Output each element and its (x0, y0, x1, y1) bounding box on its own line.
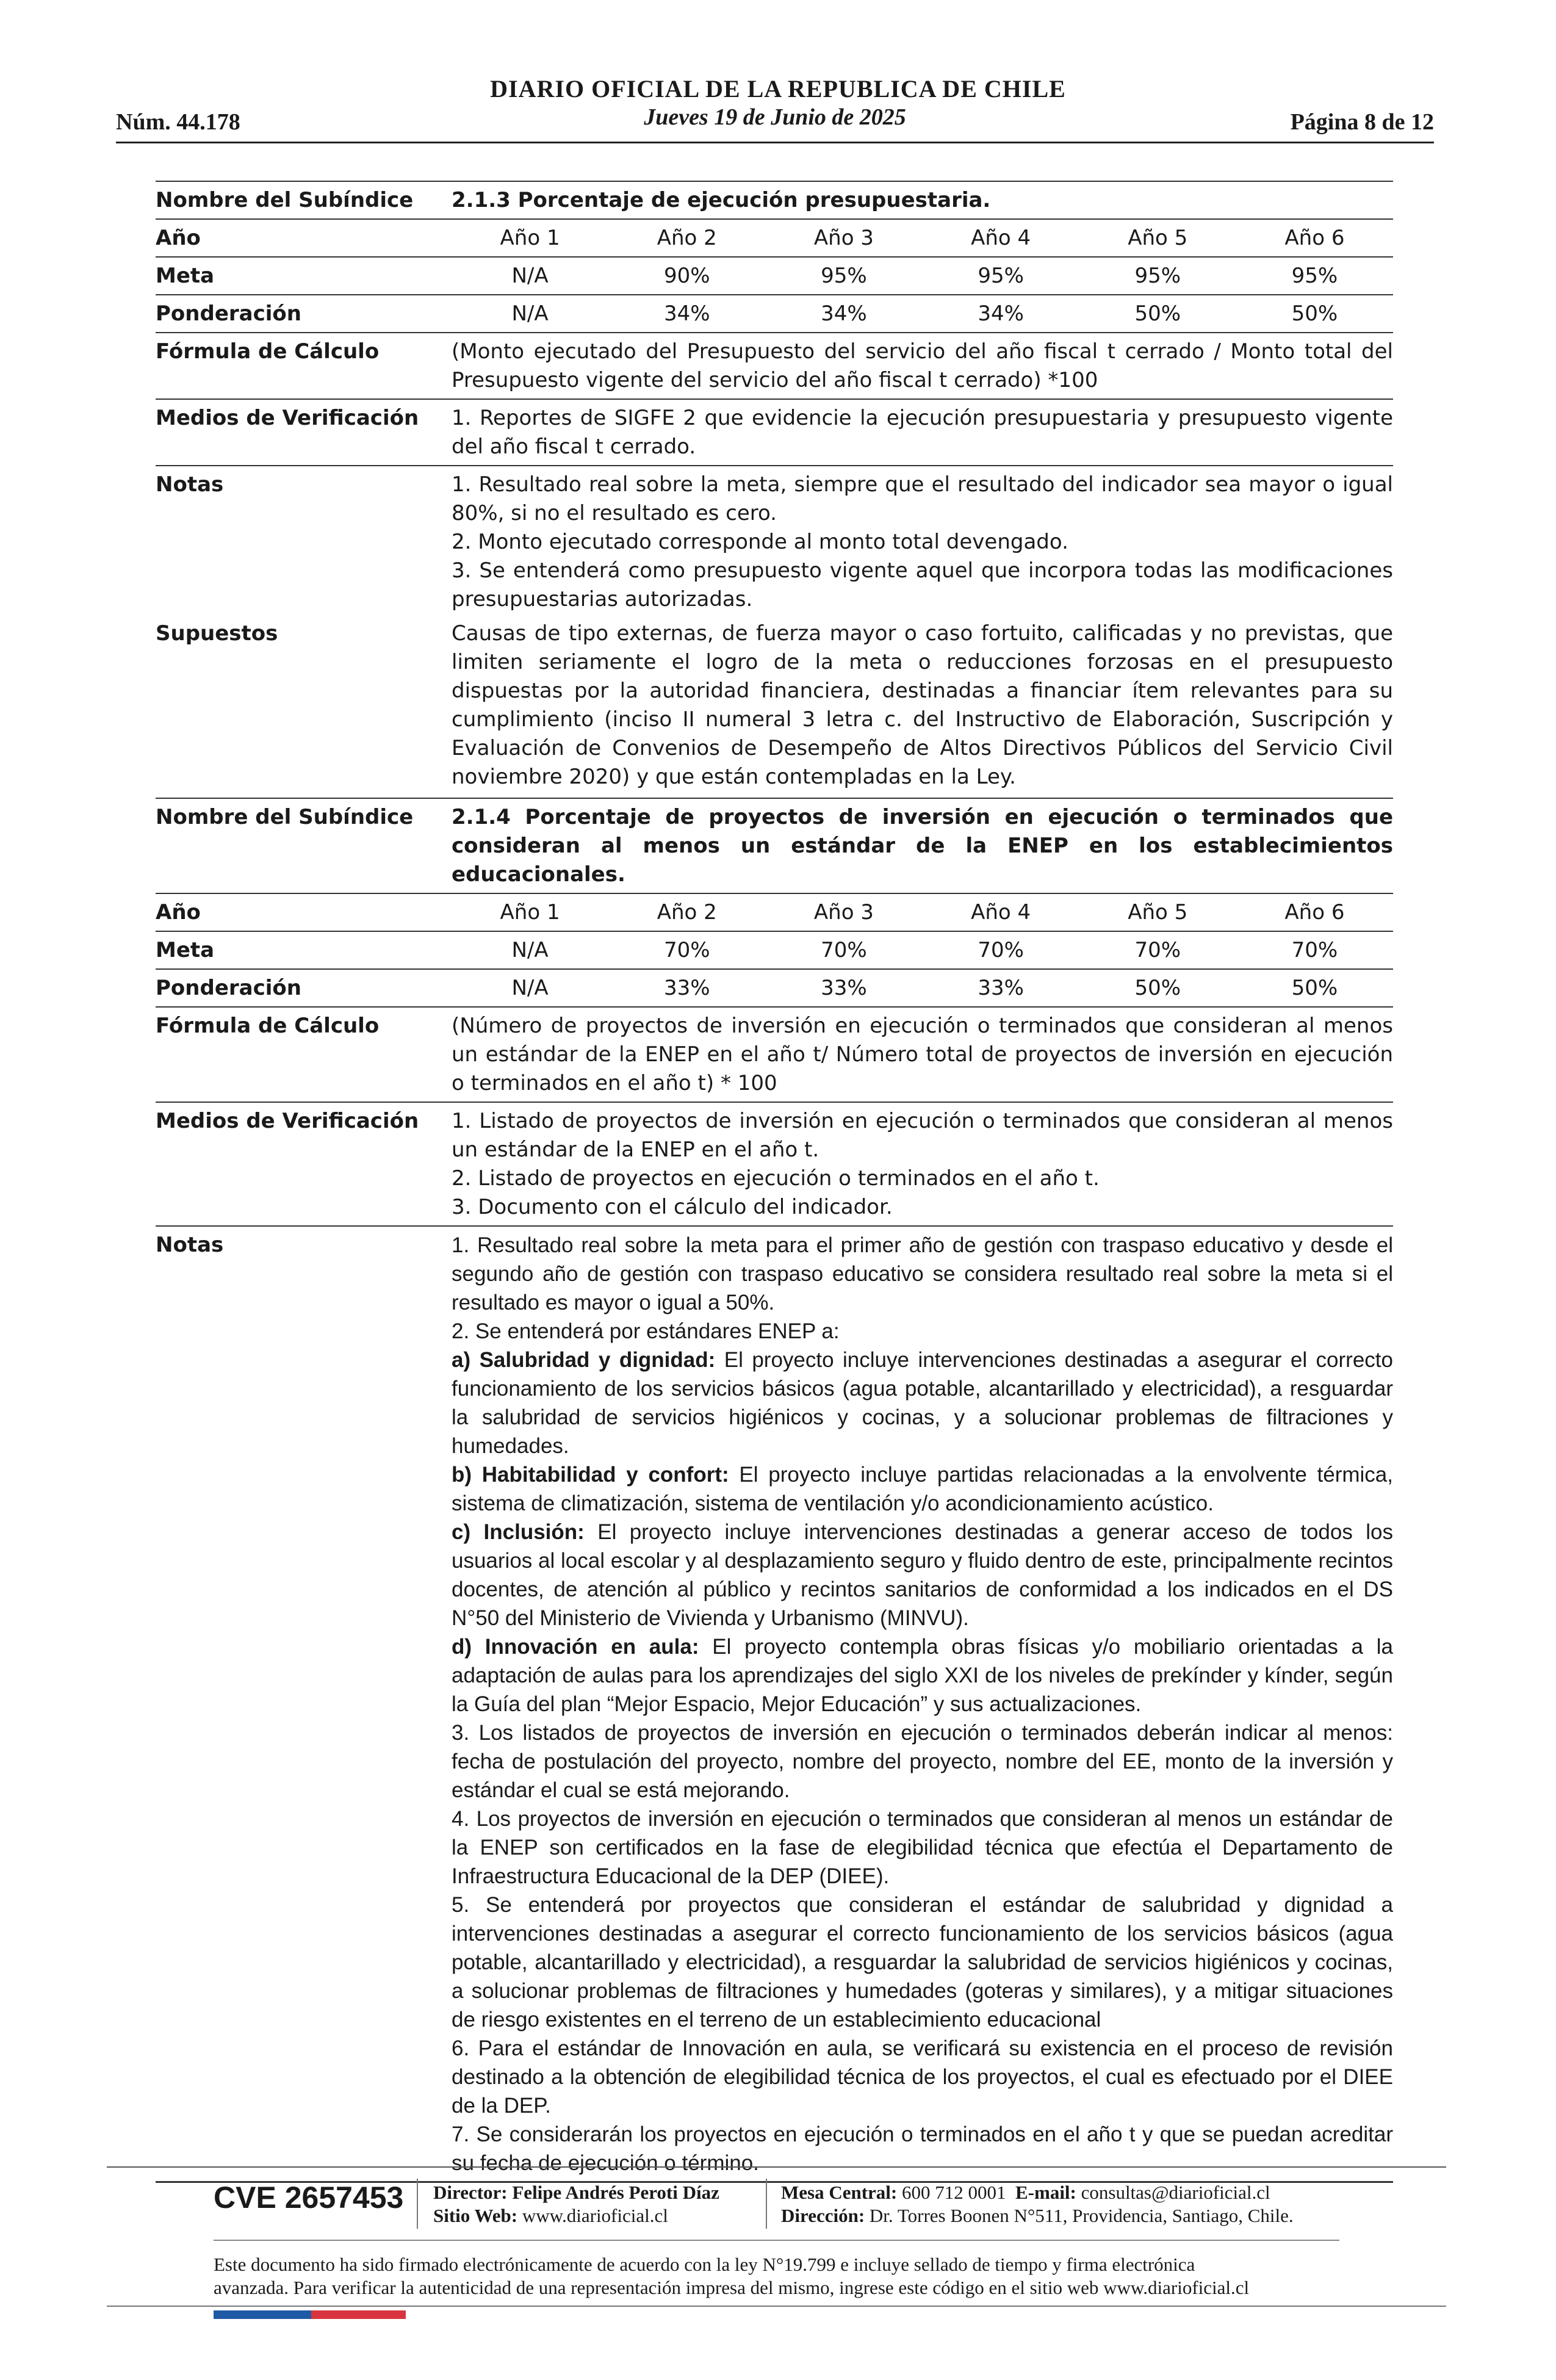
director-name: Felipe Andrés Peroti Díaz (512, 2182, 719, 2203)
address-label: Dirección: (781, 2205, 865, 2226)
year-cell: Año 4 (971, 226, 1031, 250)
notes-label: Notas (156, 472, 224, 497)
goal-cell: 95% (978, 264, 1024, 288)
goal-label: Meta (156, 938, 215, 962)
notes-text (452, 1231, 1393, 2177)
year-cell: Año 5 (1128, 226, 1188, 250)
assumptions-text: Causas de tipo externas, de fuerza mayor o caso fortuito, calificadas y no previstas, que limiten seriamente el logro de la meta o reducciones forzosas en el presupuesto dispuestas por la autoridad financiera, destinadas a financiar ítem relevantes para su cumplimiento (inciso II numeral 3 letra c. del Instructivo de Elaboración, Suscripción y Evaluación de Convenios de Desempeño de Altos Directivos Públicos del Servicio Civil noviembre 2020) y que están contempladas en la Ley. (452, 621, 1393, 789)
verification-item: 3. Documento con el cálculo del indicador. (452, 1195, 893, 1219)
goal-row (156, 258, 1393, 294)
verification-row (156, 1103, 1393, 1225)
goal-cell: 70% (663, 938, 710, 962)
flag-stripe-red (311, 2310, 406, 2319)
subindex-name: 2.1.4 Porcentaje de proyectos de inversión en ejecución o terminados que consideran al menos un estándar de la ENEP en los establecimientos educacionales. (452, 805, 1393, 887)
note-item (452, 1460, 1393, 1518)
legal-notice (214, 2253, 1373, 2299)
goal-cell: 70% (1291, 938, 1338, 962)
year-cell: Año 2 (657, 900, 717, 925)
year-row (156, 894, 1393, 931)
note-item (452, 1632, 1393, 1718)
header-divider (116, 142, 1434, 143)
weighting-cell: 34% (978, 301, 1024, 326)
weighting-cell: 50% (1134, 301, 1181, 326)
note-item (452, 1346, 1393, 1460)
weighting-label: Ponderación (156, 301, 301, 326)
subindex-name: 2.1.3 Porcentaje de ejecución presupuestaria. (452, 188, 991, 212)
year-cell: Año 1 (500, 900, 560, 925)
footer-contact-block (781, 2181, 1294, 2227)
notes-row (156, 466, 1393, 618)
note-item: 6. Para el estándar de Innovación en aula, se verificará su existencia en el proceso de revisión destinado a la obtención de elegibilidad técnica de los proyectos, el cual es efectuado por el DIEE de la DEP. (452, 2036, 1393, 2118)
note-subtext: El proyecto incluye intervenciones destinadas a asegurar el correcto funcionamiento de los servicios básicos (agua potable, alcantarillado y electricidad), a resguardar la salubridad de servicios higiénicos y cocinas, y a solucionar problemas de filtraciones y humedades. (452, 1348, 1393, 1458)
goal-values (452, 262, 1393, 290)
weighting-row (156, 970, 1393, 1006)
year-cell: Año 6 (1284, 226, 1345, 250)
note-item: 5. Se entenderá por proyectos que consideran el estándar de salubridad y dignidad a intervenciones destinadas a asegurar el correcto funcionamiento de los servicios básicos (agua potable, alcantarillado y electricidad), a resguardar la salubridad de servicios higiénicos y cocinas, a solucionar problemas de filtraciones y humedades (goteras y similares), y a mitigar situaciones de riesgo existentes en el terreno de un establecimiento educacional (452, 1893, 1393, 2032)
weighting-row (156, 295, 1393, 332)
weighting-cell: 50% (1291, 976, 1338, 1000)
formula-row (156, 1008, 1393, 1102)
newspaper-title: DIARIO OFICIAL DE LA REPUBLICA DE CHILE (490, 75, 1066, 103)
subindex-label: Nombre del Subíndice (156, 188, 414, 212)
year-cell: Año 3 (813, 226, 874, 250)
goal-cell: N/A (511, 938, 549, 962)
phone-label: Mesa Central: (781, 2182, 898, 2203)
note-item: 7. Se considerarán los proyectos en ejecución o terminados en el año t y que se puedan acreditar su fecha de ejecución o término. (452, 2122, 1393, 2175)
goal-cell: 95% (1134, 264, 1181, 288)
year-cell: Año 5 (1128, 900, 1188, 925)
header-row (116, 103, 1434, 139)
weighting-cell: 33% (663, 976, 710, 1000)
email-label: E-mail: (1015, 2182, 1076, 2203)
footer-separator (417, 2179, 418, 2229)
note-item (452, 1518, 1393, 1632)
note-subtext: El proyecto incluye intervenciones destinadas a generar acceso de todos los usuarios al local escolar y al desplazamiento seguro y fluido dentro de este, principalmente recintos docentes, de atención al público y recintos sanitarios de conformidad a los indicados en el DS N°50 del Ministerio de Vivienda y Urbanismo (MINVU). (452, 1520, 1394, 1630)
issue-date: Jueves 19 de Junio de 2025 (644, 104, 906, 130)
weighting-cell: 33% (821, 976, 867, 1000)
goal-cell: 95% (821, 264, 867, 288)
note-subtitle: b) Habitabilidad y confort: (452, 1463, 729, 1487)
note-item: 1. Resultado real sobre la meta, siempre que el resultado del indicador sea mayor o igual 80%, si no el resultado es cero. (452, 472, 1393, 525)
web-label: Sitio Web: (433, 2205, 518, 2226)
director-label: Director: (433, 2182, 508, 2203)
notes-row (156, 1227, 1393, 2181)
weighting-cell: N/A (511, 976, 549, 1000)
goal-label: Meta (156, 264, 215, 288)
page-number: Página 8 de 12 (1290, 109, 1434, 135)
year-row (156, 220, 1393, 256)
year-values (452, 224, 1393, 253)
note-subtitle: c) Inclusión: (452, 1520, 585, 1544)
web-link[interactable]: www.diarioficial.cl (522, 2205, 668, 2226)
goal-values (452, 936, 1393, 965)
footer-divider (107, 2166, 1446, 2168)
issue-number: Núm. 44.178 (116, 109, 240, 135)
goal-cell: 95% (1291, 264, 1338, 288)
verification-label: Medios de Verificación (156, 1109, 419, 1133)
goal-row (156, 932, 1393, 968)
phone-number: 600 712 0001 (902, 2182, 1006, 2203)
note-item: 3. Se entenderá como presupuesto vigente aquel que incorpora todas las modificaciones presupuestarias autorizadas. (452, 558, 1393, 611)
year-values (452, 898, 1393, 927)
verification-text (452, 1107, 1393, 1222)
note-subtitle: a) Salubridad y dignidad: (452, 1348, 716, 1372)
note-subtext: El proyecto incluye partidas relacionadas a la envolvente térmica, sistema de climatización, sistema de ventilación y/o acondicionamiento acústico. (452, 1463, 1393, 1515)
formula-label: Fórmula de Cálculo (156, 339, 380, 364)
note-subtitle: d) Innovación en aula: (452, 1635, 699, 1659)
verification-item: 1. Listado de proyectos de inversión en ejecución o terminados que consideran al menos un estándar de la ENEP en el año t. (452, 1109, 1393, 1162)
weighting-cell: 34% (663, 301, 710, 326)
note-item: 4. Los proyectos de inversión en ejecución o terminados que consideran al menos un estándar de la ENEP son certificados en la fase de elegibilidad técnica que efectúa el Departamento de Infraestructura Educacional de la DEP (DIEE). (452, 1807, 1393, 1888)
goal-cell: 90% (663, 264, 710, 288)
year-cell: Año 6 (1284, 900, 1345, 925)
indicator-tables (156, 181, 1393, 2183)
goal-cell: 70% (978, 938, 1024, 962)
weighting-cell: 50% (1291, 301, 1338, 326)
email-link[interactable]: consultas@diarioficial.cl (1081, 2182, 1270, 2203)
note-subtext: El proyecto contempla obras físicas y/o mobiliario orientadas a la adaptación de aulas para los aprendizajes del siglo XXI de los niveles de prekínder y kínder, según la Guía del plan “Mejor Espacio, Mejor Educación” y sus actualizaciones. (452, 1635, 1393, 1716)
note-item: 3. Los listados de proyectos de inversión en ejecución o terminados deberán indicar al menos: fecha de postulación del proyecto, nombre del proyecto, nombre del EE, monto de la inversión y estándar el cual se está mejorando. (452, 1721, 1393, 1802)
weighting-cell: 33% (978, 976, 1024, 1000)
formula-text: (Número de proyectos de inversión en ejecución o terminados que consideran al menos un estándar de la ENEP en el año t/ Número total de proyectos de inversión en ejecución o terminados en el año t) * 100 (452, 1014, 1393, 1095)
weighting-cell: 34% (821, 301, 867, 326)
verification-label: Medios de Verificación (156, 406, 419, 430)
footer-divider (107, 2306, 1446, 2307)
year-label: Año (156, 900, 201, 925)
year-cell: Año 1 (500, 226, 560, 250)
goal-cell: 70% (1134, 938, 1181, 962)
subindex-row (156, 182, 1393, 218)
footer-divider (214, 2240, 1339, 2241)
year-cell: Año 2 (657, 226, 717, 250)
footer-director-block (433, 2181, 719, 2227)
verification-row (156, 400, 1393, 465)
verification-text: 1. Reportes de SIGFE 2 que evidencie la ejecución presupuestaria y presupuesto vigente del año fiscal t cerrado. (452, 406, 1393, 459)
year-cell: Año 3 (813, 900, 874, 925)
notes-label: Notas (156, 1233, 224, 1257)
footer-separator (766, 2179, 767, 2229)
legal-line: Este documento ha sido firmado electrónicamente de acuerdo con la ley N°19.799 e incluye sellado de tiempo y firma electrónica (214, 2254, 1195, 2275)
verification-item: 2. Listado de proyectos en ejecución o terminados en el año t. (452, 1166, 1100, 1191)
formula-text: (Monto ejecutado del Presupuesto del servicio del año fiscal t cerrado / Monto total del Presupuesto vigente del servicio del año fiscal t cerrado) *100 (452, 339, 1393, 392)
year-cell: Año 4 (971, 900, 1031, 925)
assumptions-label: Supuestos (156, 621, 278, 646)
subindex-label: Nombre del Subíndice (156, 805, 414, 829)
formula-row (156, 333, 1393, 398)
legal-line: avanzada. Para verificar la autenticidad de una representación impresa del mismo, ingrese este código en el sitio web www.diarioficial.cl (214, 2277, 1250, 2298)
notes-text (452, 471, 1393, 614)
weighting-cell: 50% (1134, 976, 1181, 1000)
note-item: 2. Monto ejecutado corresponde al monto total devengado. (452, 530, 1068, 554)
weighting-cell: N/A (511, 301, 549, 326)
formula-label: Fórmula de Cálculo (156, 1014, 380, 1038)
note-item: 1. Resultado real sobre la meta para el primer año de gestión con traspaso educativo y desde el segundo año de gestión con traspaso educativo se considera resultado real sobre la meta si el resultado es mayor o igual a 50%. (452, 1233, 1393, 1314)
weighting-label: Ponderación (156, 976, 301, 1000)
weighting-values (452, 974, 1393, 1003)
note-item: 2. Se entenderá por estándares ENEP a: (452, 1319, 840, 1343)
year-label: Año (156, 226, 201, 250)
goal-cell: 70% (821, 938, 867, 962)
goal-cell: N/A (511, 264, 549, 288)
cve-code: CVE 2657453 (214, 2180, 404, 2215)
subindex-row (156, 799, 1393, 893)
assumptions-row (156, 618, 1393, 795)
address-text: Dr. Torres Boonen N°511, Providencia, Santiago, Chile. (869, 2205, 1294, 2226)
weighting-values (452, 300, 1393, 328)
flag-stripe-blue (214, 2310, 311, 2319)
